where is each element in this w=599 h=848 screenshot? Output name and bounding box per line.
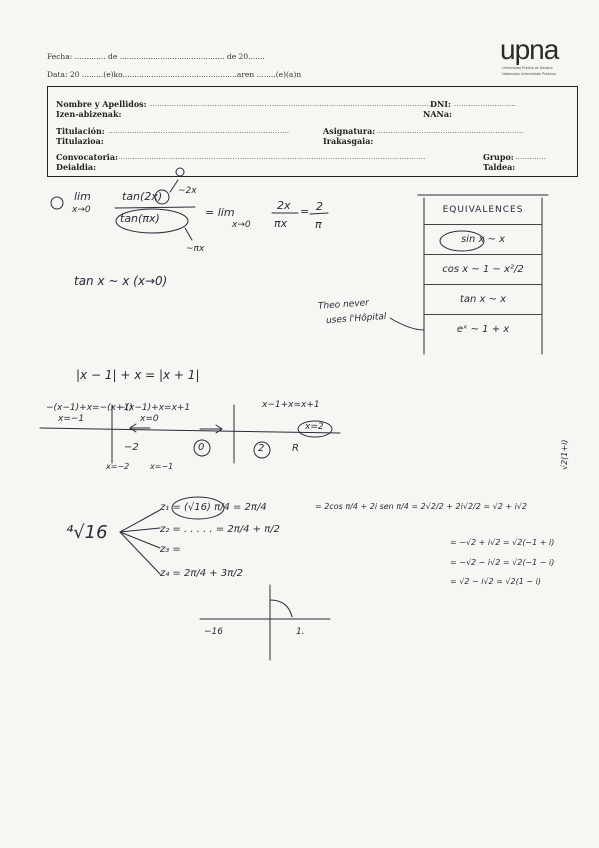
expansion-z1: = 2cos π/4 + 2i sen π/4 = 2√2/2 + 2i√2/2 = √2 + i√2 <box>315 502 527 511</box>
label-deialdia: Deialdia: <box>56 162 97 172</box>
sketch-label-1: 1. <box>296 627 305 637</box>
tan-equivalence: tan x ~ x (x→0) <box>74 274 168 288</box>
numline-minus2: −2 <box>124 442 139 453</box>
numline-reals: R <box>292 443 299 454</box>
root-z4: z₄ = 2π/4 + 3π/2 <box>160 568 243 579</box>
case1-equation: −(x−1)+x=−(x+1) <box>46 403 133 413</box>
note-line-1: Theo never <box>317 298 370 312</box>
fraction-pix: πx <box>274 217 288 230</box>
dots-convocatoria: ................................................................................................................................. <box>118 152 426 161</box>
sketch-label-minus16: −16 <box>204 627 223 637</box>
label-dni: DNI: <box>430 99 451 109</box>
label-grupo: Grupo: <box>483 152 514 162</box>
number-line <box>40 428 340 433</box>
logo-subtitle-eu: Nafarroako Unibertsitate Publikoa <box>502 72 556 76</box>
equiv-cos: cos x ~ 1 − x²/2 <box>424 254 542 284</box>
label-irakasgaia: Irakasgaia: <box>323 136 374 146</box>
result-2: 2 <box>316 200 323 213</box>
limit-numerator: tan(2x) <box>122 190 163 203</box>
limit-denominator: tan(πx) <box>120 212 160 225</box>
equiv-sin: sin x ~ x <box>424 224 542 254</box>
expansion-z2: = −√2 + i√2 = √2(−1 + i) <box>450 538 555 547</box>
label-izen: Izen-abizenak: <box>56 109 122 119</box>
dots-dni: .......................... <box>454 99 516 108</box>
limit-x0: x→0 <box>72 205 91 215</box>
approx-pix: ~πx <box>186 244 205 254</box>
abs-equation: |x − 1| + x = |x + 1| <box>76 368 200 382</box>
equiv-exp: eˣ ~ 1 + x <box>424 314 542 344</box>
root-z2: z₂ = . . . . . = 2π/4 + π/2 <box>160 524 280 535</box>
approx-2x: ~2x <box>178 186 197 196</box>
logo-subtitle-es: Universidad Pública de Navarra <box>502 66 553 70</box>
label-nan: NANa: <box>423 109 452 119</box>
case2-result: x=0 <box>140 414 159 424</box>
numline-2: 2 <box>258 443 265 454</box>
note-line-2: uses l'Hôpital <box>325 311 387 327</box>
label-taldea: Taldea: <box>483 162 516 172</box>
limit-x0-second: x→0 <box>232 220 251 230</box>
case3-result: x=2 <box>305 422 324 432</box>
dots-nombre: ....................................................................................................................... <box>150 99 434 108</box>
expansion-z3: = −√2 − i√2 = √2(−1 − i) <box>450 558 555 567</box>
label-titulacion: Titulación: <box>56 126 105 136</box>
equivalences-title: EQUIVALENCES <box>442 204 524 215</box>
expansion-z4: = √2 − i√2 = √2(1 − i) <box>450 577 541 586</box>
case2-equation: −(x−1)+x=x+1 <box>118 403 191 413</box>
numline-xm1: x=−1 <box>150 462 174 471</box>
equiv-tan: tan x ~ x <box>424 284 542 314</box>
limit-equals: = lim <box>205 206 235 219</box>
equivalences-table <box>424 195 542 344</box>
dots-asignatura: .............................................................. <box>376 126 524 135</box>
label-nombre: Nombre y Apellidos: <box>56 99 147 109</box>
case1-result: x=−1 <box>58 414 85 424</box>
data-line: Data: 20 .........(e)ko................................................aren ........(e)(a)n <box>47 70 302 79</box>
fourth-root-16: ⁴√16 <box>66 522 108 543</box>
numline-0: 0 <box>198 442 205 453</box>
label-asignatura: Asignatura: <box>323 126 376 136</box>
label-convocatoria: Convocatoria: <box>56 152 118 162</box>
root-z3: z₃ = <box>160 544 181 555</box>
item-circle <box>51 197 63 209</box>
fecha-line: Fecha: ............. de ............................................ de 20....... <box>47 52 265 61</box>
case3-equation: x−1+x=x+1 <box>262 400 320 410</box>
limit-fraction-bar <box>115 207 195 208</box>
fraction-2x: 2x <box>277 199 291 212</box>
dots-grupo: ............. <box>515 152 546 161</box>
equals-sign: = <box>300 205 310 218</box>
label-titulazioa: Titulazioa: <box>56 136 104 146</box>
numline-xm2: x=−2 <box>106 462 130 471</box>
dots-titulacion: ............................................................................ <box>108 126 290 135</box>
root-z1: z₁ = (√16) π/4 = 2π/4 <box>160 502 267 513</box>
result-pi: π <box>315 218 322 231</box>
limit-lim: lim <box>74 190 91 203</box>
upna-logo: upna <box>500 34 559 65</box>
side-note: √2(1+i) <box>560 439 569 470</box>
